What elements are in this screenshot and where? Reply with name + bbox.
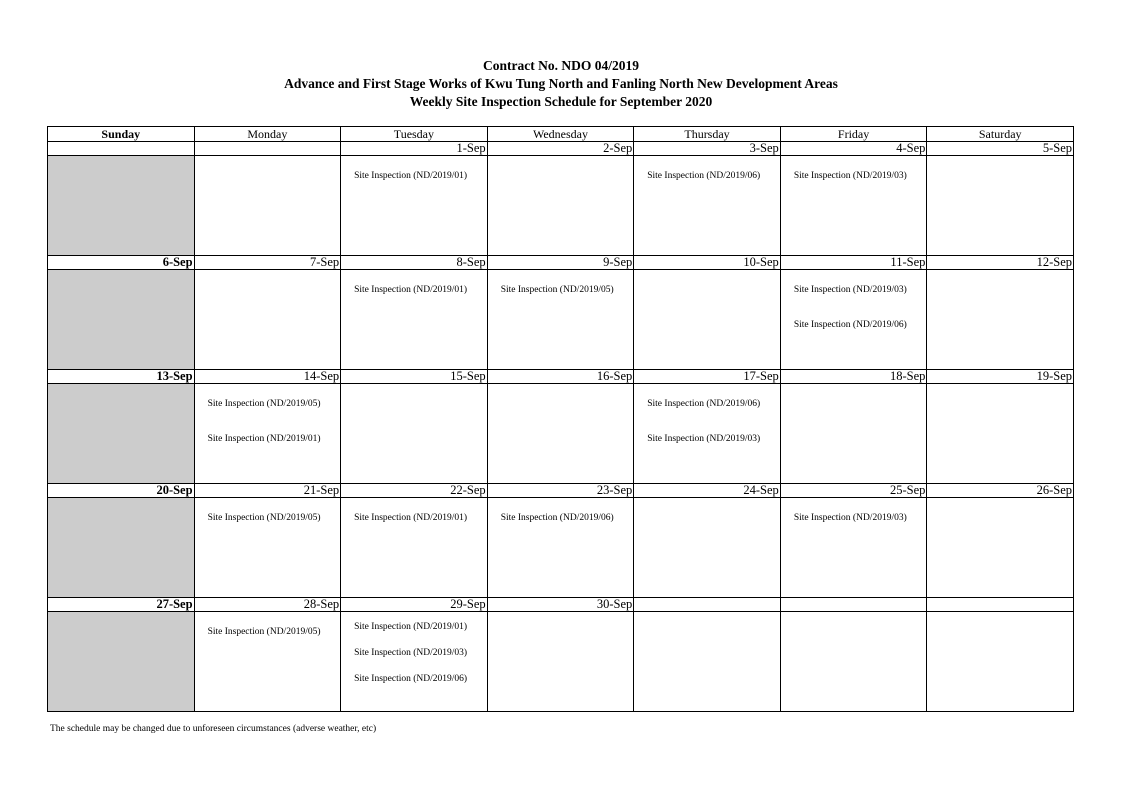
events-row [48,612,1074,712]
inspection-entry: Site Inspection (ND/2019/05) [207,399,321,409]
inspection-entry: Site Inspection (ND/2019/03) [793,171,907,181]
date-cell: 9-Sep [487,256,634,270]
day-cell [194,270,341,370]
events-row [48,384,1074,484]
day-cell [194,384,341,484]
date-cell: 11-Sep [780,256,927,270]
date-cell: 21-Sep [194,484,341,498]
weekday-header: Thursday [634,127,781,142]
sunday-cell [48,498,195,598]
schedule-title: Weekly Site Inspection Schedule for September 2020 [409,94,713,109]
inspection-entry: Site Inspection (ND/2019/01) [354,622,468,632]
date-cell [634,598,781,612]
date-cell: 28-Sep [194,598,341,612]
weekday-header: Wednesday [487,127,634,142]
day-cell [341,384,488,484]
inspection-entry: Site Inspection (ND/2019/01) [354,171,468,181]
date-cell [194,142,341,156]
date-row [48,370,1074,384]
inspection-entry: Site Inspection (ND/2019/01) [354,285,468,295]
day-cell [487,498,634,598]
weekday-header: Friday [780,127,927,142]
date-cell: 4-Sep [780,142,927,156]
contract-number: Contract No. NDO 04/2019 [483,58,639,73]
day-cell [487,384,634,484]
date-cell [48,142,195,156]
day-cell [927,384,1074,484]
day-cell [927,270,1074,370]
events-row [48,498,1074,598]
date-cell: 13-Sep [48,370,195,384]
day-cell [194,498,341,598]
date-cell: 18-Sep [780,370,927,384]
day-cell [487,156,634,256]
date-cell: 5-Sep [927,142,1074,156]
weekday-header-row [48,127,1074,142]
day-cell [780,498,927,598]
date-cell: 10-Sep [634,256,781,270]
date-row [48,256,1074,270]
date-row [48,598,1074,612]
events-row [48,270,1074,370]
events-row [48,156,1074,256]
day-cell [487,612,634,712]
date-cell: 17-Sep [634,370,781,384]
inspection-entry: Site Inspection (ND/2019/01) [354,513,468,523]
date-cell: 29-Sep [341,598,488,612]
inspection-entry: Site Inspection (ND/2019/03) [647,434,761,444]
inspection-entry: Site Inspection (ND/2019/06) [647,171,761,181]
inspection-entry: Site Inspection (ND/2019/03) [793,513,907,523]
weekday-header: Sunday [48,127,195,142]
day-cell [927,498,1074,598]
weekday-header: Monday [194,127,341,142]
inspection-entry: Site Inspection (ND/2019/06) [500,513,614,523]
date-cell: 14-Sep [194,370,341,384]
sunday-cell [48,270,195,370]
day-cell [341,270,488,370]
date-cell: 6-Sep [48,256,195,270]
inspection-entry: Site Inspection (ND/2019/05) [207,513,321,523]
inspection-entry: Site Inspection (ND/2019/05) [207,627,321,637]
date-cell [927,598,1074,612]
day-cell [341,612,488,712]
date-cell: 1-Sep [341,142,488,156]
date-cell: 26-Sep [927,484,1074,498]
date-row [48,142,1074,156]
project-title: Advance and First Stage Works of Kwu Tung North and Fanling North New Development Areas [284,76,838,91]
date-cell: 22-Sep [341,484,488,498]
footer-note: The schedule may be changed due to unforeseen circumstances (adverse weather, etc) [50,724,377,734]
date-cell: 8-Sep [341,256,488,270]
day-cell [487,270,634,370]
day-cell [634,384,781,484]
date-row [48,484,1074,498]
sunday-cell [48,156,195,256]
weekday-header: Saturday [927,127,1074,142]
day-cell [927,156,1074,256]
date-cell: 23-Sep [487,484,634,498]
date-cell: 15-Sep [341,370,488,384]
date-cell: 3-Sep [634,142,781,156]
date-cell: 19-Sep [927,370,1074,384]
day-cell [341,156,488,256]
inspection-entry: Site Inspection (ND/2019/05) [500,285,614,295]
inspection-entry: Site Inspection (ND/2019/03) [354,648,468,658]
date-cell: 12-Sep [927,256,1074,270]
day-cell [780,270,927,370]
inspection-entry: Site Inspection (ND/2019/06) [793,320,907,330]
inspection-entry: Site Inspection (ND/2019/01) [207,434,321,444]
day-cell [194,612,341,712]
date-cell [780,598,927,612]
sunday-cell [48,612,195,712]
date-cell: 24-Sep [634,484,781,498]
day-cell [634,270,781,370]
date-cell: 20-Sep [48,484,195,498]
day-cell [780,156,927,256]
document-header [0,57,1122,111]
calendar-table [47,126,1074,712]
day-cell [780,384,927,484]
inspection-entry: Site Inspection (ND/2019/06) [354,674,468,684]
date-cell: 25-Sep [780,484,927,498]
date-cell: 2-Sep [487,142,634,156]
date-cell: 30-Sep [487,598,634,612]
day-cell [194,156,341,256]
date-cell: 16-Sep [487,370,634,384]
sunday-cell [48,384,195,484]
day-cell [341,498,488,598]
inspection-entry: Site Inspection (ND/2019/06) [647,399,761,409]
date-cell: 27-Sep [48,598,195,612]
day-cell [634,156,781,256]
day-cell [780,612,927,712]
inspection-entry: Site Inspection (ND/2019/03) [793,285,907,295]
date-cell: 7-Sep [194,256,341,270]
day-cell [927,612,1074,712]
weekday-header: Tuesday [341,127,488,142]
day-cell [634,498,781,598]
day-cell [634,612,781,712]
